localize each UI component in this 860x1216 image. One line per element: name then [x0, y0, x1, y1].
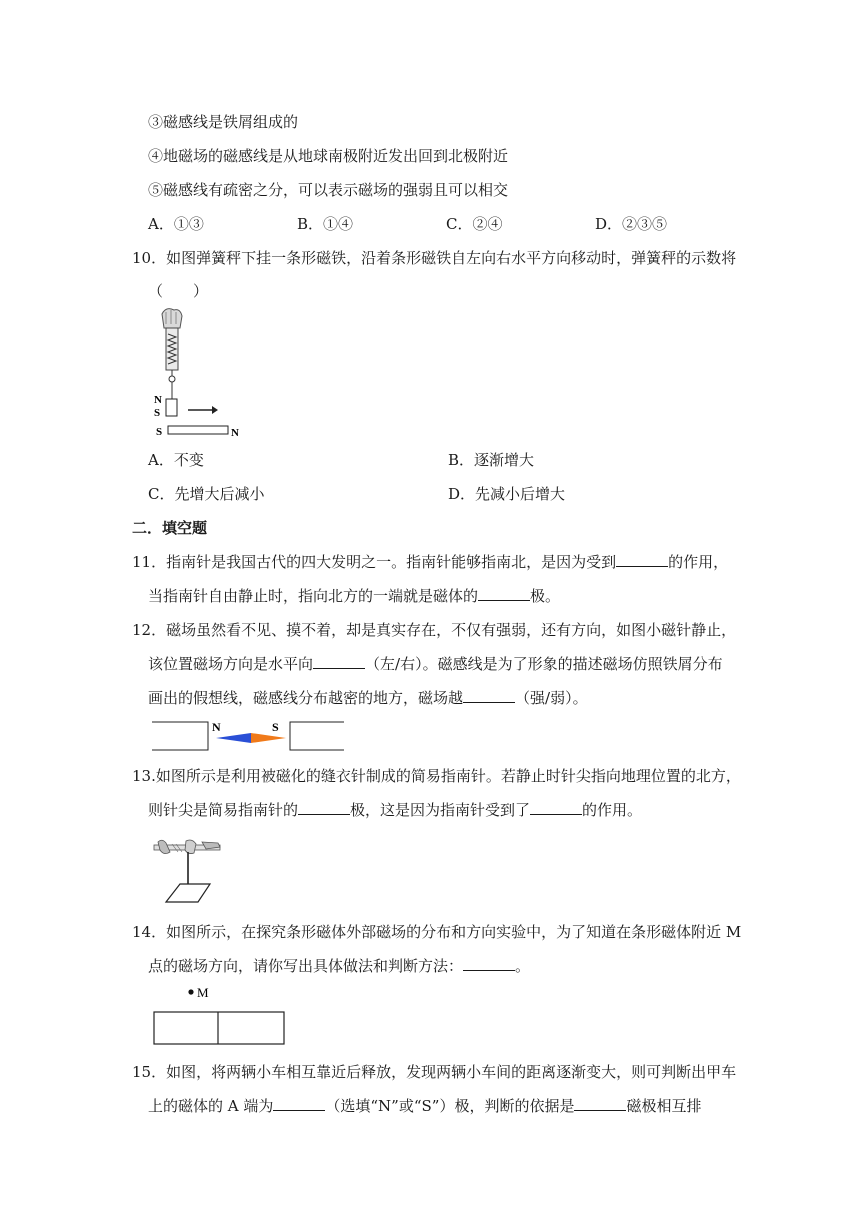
q9-option-d: D．②③⑤	[595, 215, 668, 233]
base-plate	[166, 884, 210, 902]
q10-stem: 10．如图弹簧秤下挂一条形磁铁，沿着条形磁铁自左向右水平方向移动时，弹簧秤的示数将	[132, 249, 737, 267]
q10-option-a: A．不变	[148, 451, 204, 469]
q12-text-2b: （左/右）。磁感线是为了形象的描述磁场仿照铁屑分布	[365, 655, 723, 673]
point-m-label: M	[197, 985, 209, 1000]
q11-text-2a: 当指南针自由静止时，指向北方的一端就是磁体的	[148, 587, 479, 605]
q11-text-1b: 的作用，	[668, 553, 729, 571]
hanging-magnet	[166, 399, 177, 416]
q12-line-3	[148, 688, 588, 708]
q13-text-2c: 的作用。	[582, 801, 643, 819]
q9-option-b: B．①④	[297, 215, 354, 233]
q15-line-2	[148, 1096, 701, 1116]
q12-blank-1[interactable]	[313, 654, 365, 669]
bar-magnet-body	[154, 1012, 284, 1044]
needle-n-label: N	[212, 720, 221, 734]
q11-text-2b: 极。	[530, 587, 561, 605]
move-right-arrow-icon	[188, 406, 218, 414]
needle-blue-end	[216, 733, 251, 743]
bar-magnet	[168, 426, 228, 434]
q9-item-5: ⑤磁感线有疏密之分，可以表示磁场的强弱且可以相交	[148, 181, 509, 199]
q10-option-d: D．先减小后增大	[448, 485, 566, 503]
q15-text-2b: （选填“N”或“S”）极，判断的依据是	[325, 1097, 575, 1115]
q10-option-c: C．先增大后减小	[148, 485, 265, 503]
q12-text-3a: 画出的假想线，磁感线分布越密的地方，磁场越	[148, 689, 464, 707]
q14-blank-1[interactable]	[463, 956, 515, 971]
q9-item-4: ④地磁场的磁感线是从地球南极附近发出回到北极附近	[148, 147, 509, 165]
q12-text-2a: 该位置磁场方向是水平向	[148, 655, 314, 673]
q11-line-2	[148, 586, 560, 606]
q12-text-3b: （强/弱）。	[515, 689, 588, 707]
q13-line-1: 13.如图所示是利用被磁化的缝衣针制成的简易指南针。若静止时针尖指向地理位置的北方，	[132, 767, 741, 785]
hanging-magnet-n-label: N	[154, 394, 162, 406]
q9-option-a: A．①③	[148, 215, 204, 233]
q9-item-3: ③磁感线是铁屑组成的	[148, 113, 299, 131]
q11-line-1	[132, 552, 728, 572]
needle-orange-end	[251, 733, 286, 743]
q12-blank-2[interactable]	[463, 688, 515, 703]
spring-scale-figure	[146, 306, 256, 440]
q11-blank-1[interactable]	[616, 552, 668, 567]
hand-icon	[162, 309, 182, 328]
magnetized-needle-icon	[154, 840, 220, 854]
q13-blank-2[interactable]	[530, 800, 582, 815]
q15-text-2c: 磁极相互排	[626, 1097, 702, 1115]
q10-answer-paren: （ ）	[148, 282, 209, 300]
bar-magnet-n-label: N	[231, 427, 239, 439]
section-title: 二．填空题	[132, 519, 208, 537]
point-m	[188, 989, 193, 994]
q13-line-2	[148, 800, 642, 820]
q14-line-1: 14．如图所示，在探究条形磁体外部磁场的分布和方向实验中，为了知道在条形磁体附近 M	[132, 923, 742, 941]
q12-line-1: 12．磁场虽然看不见、摸不着，却是真实存在，不仅有强弱，还有方向，如图小磁针静止，	[132, 621, 737, 639]
q13-text-2a: 则针尖是简易指南针的	[148, 801, 299, 819]
q15-blank-1[interactable]	[273, 1096, 325, 1111]
q14-line-2	[148, 956, 530, 976]
q15-text-2a: 上的磁体的 A 端为	[148, 1097, 274, 1115]
left-magnet	[152, 722, 208, 750]
bar-magnet-m-figure	[150, 982, 290, 1048]
q10-option-b: B．逐渐增大	[448, 451, 535, 469]
q15-line-1: 15．如图，将两辆小车相互靠近后释放，发现两辆小车间的距离逐渐变大，则可判断出甲车	[132, 1063, 737, 1081]
spring-scale-icon	[166, 328, 178, 399]
hanging-magnet-s-label: S	[154, 407, 161, 419]
q14-text-2a: 点的磁场方向，请你写出具体做法和判断方法：	[148, 957, 464, 975]
q14-text-2b: 。	[515, 957, 531, 975]
needle-s-label: S	[272, 720, 279, 734]
q11-text-1a: 11．指南针是我国古代的四大发明之一。指南针能够指南北，是因为受到	[132, 553, 617, 571]
bar-magnet-s-label: S	[156, 426, 163, 438]
compass-needle-figure	[150, 716, 346, 752]
q12-line-2	[148, 654, 723, 674]
needle-compass-figure	[152, 836, 228, 906]
right-magnet	[290, 722, 344, 750]
q13-text-2b: 极，这是因为指南针受到了	[350, 801, 531, 819]
q15-blank-2[interactable]	[574, 1096, 626, 1111]
q13-blank-1[interactable]	[298, 800, 350, 815]
q11-blank-2[interactable]	[478, 586, 530, 601]
q9-option-c: C．②④	[446, 215, 503, 233]
